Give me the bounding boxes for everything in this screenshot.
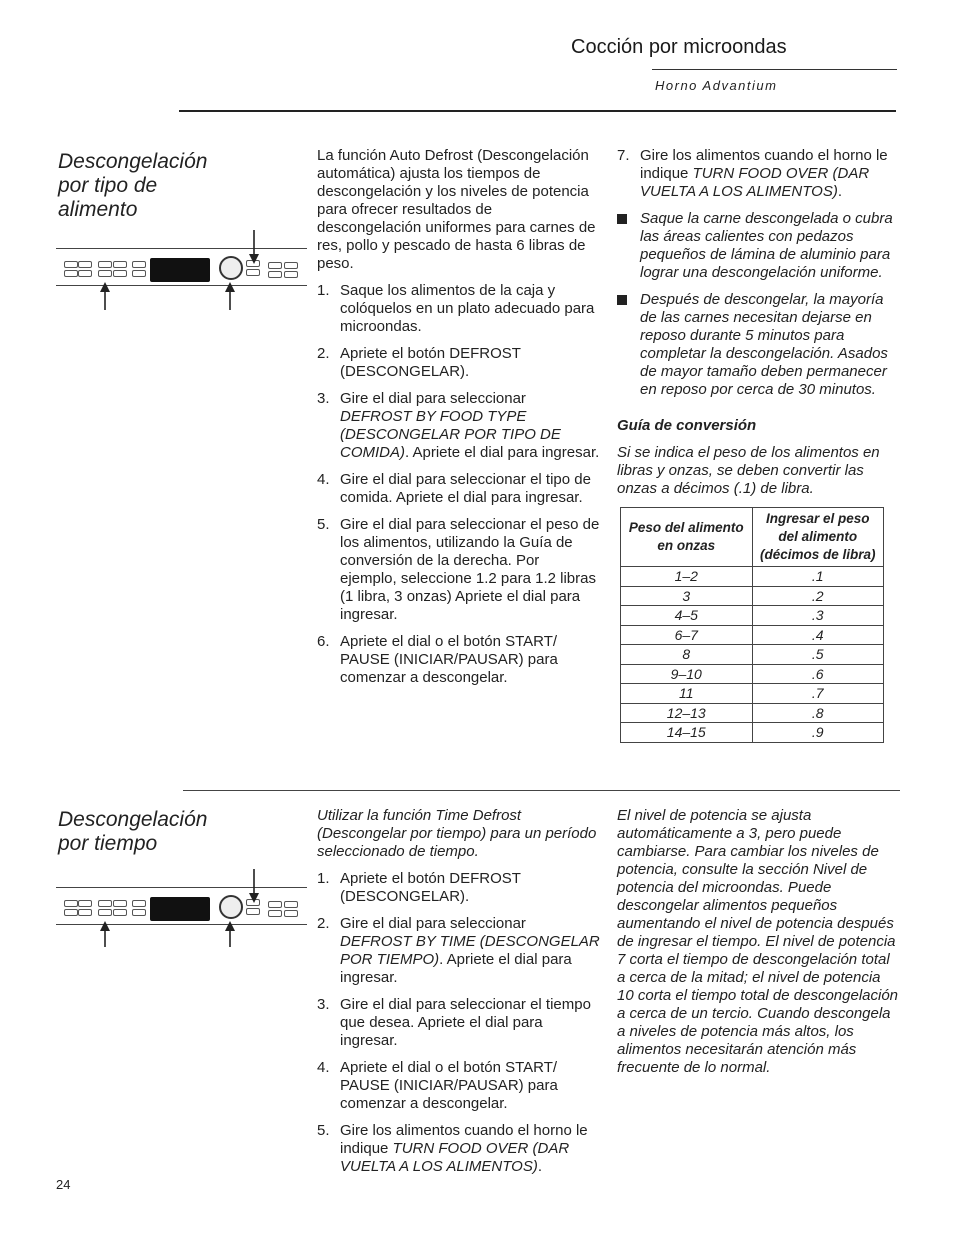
step-item <box>317 516 600 624</box>
step-text: . <box>537 1158 542 1175</box>
table-row <box>621 645 884 665</box>
table-cell: .6 <box>752 664 884 684</box>
conversion-guide-heading: Guía de conversión <box>617 417 757 434</box>
table-cell: .4 <box>752 625 884 645</box>
intro-text: Utilizar la función Time Defrost (Descongelar por tiempo) para un período seleccionado de tiempo. <box>317 807 597 860</box>
panel-button-icon <box>284 901 298 908</box>
page-header-subtitle: Horno Advantium <box>655 78 778 93</box>
section-title-line: alimento <box>58 198 138 221</box>
steps-list <box>317 870 600 1176</box>
defrost-right-column <box>617 147 901 743</box>
bullet-item <box>617 210 901 282</box>
step-number: 3. <box>317 996 330 1013</box>
step-number: 5. <box>317 1122 330 1139</box>
conversion-table <box>620 507 884 743</box>
table-row <box>621 664 884 684</box>
bullet-text: Después de descongelar, la mayoría de las carnes necesitan dejarse en reposo durante 5 minutos para completar la descongelación. Asados de mayor tamaño deben permanecer en reposo por cerca de 30 minutos. <box>640 291 888 398</box>
panel-button-icon <box>64 900 78 907</box>
step-text: Gire el dial para seleccionar <box>340 390 526 407</box>
panel-button-icon <box>268 910 282 917</box>
table-header-row <box>621 508 884 567</box>
table-row <box>621 606 884 626</box>
step-emphasis: DEFROST BY FOOD TYPE (DESCONGELAR POR TIPO DE COMIDA) <box>340 408 561 461</box>
table-cell: 8 <box>621 645 753 665</box>
panel-button-icon <box>284 262 298 269</box>
step-number: 6. <box>317 633 330 650</box>
arrow-icon <box>100 282 110 310</box>
panel-button-icon <box>64 261 78 268</box>
step-number: 3. <box>317 390 330 407</box>
step-emphasis: DEFROST BY TIME (DESCONGELAR POR TIEMPO) <box>340 933 600 968</box>
table-cell: .9 <box>752 723 884 743</box>
step-item <box>317 390 600 462</box>
panel-button-icon <box>64 909 78 916</box>
step-number: 4. <box>317 1059 330 1076</box>
table-cell: .5 <box>752 645 884 665</box>
table-row <box>621 723 884 743</box>
step-item <box>317 471 600 507</box>
step-item <box>317 1059 600 1113</box>
table-cell: .3 <box>752 606 884 626</box>
panel-button-icon <box>268 262 282 269</box>
panel-button-icon <box>268 901 282 908</box>
step-item <box>317 1122 600 1176</box>
step-text: Apriete el botón DEFROST (DESCONGELAR). <box>340 870 521 905</box>
step-text: Gire el dial para seleccionar el peso de los alimentos, utilizando la Guía de conversión de la derecha. Por ejemplo, seleccione 1.2 para 1.2 libras (1 libra, 3 onzas) Apriete el dial para ingresar. <box>340 516 600 623</box>
panel-button-icon <box>64 270 78 277</box>
step-text: Saque los alimentos de la caja y colóquelos en un plato adecuado para microondas. <box>340 282 595 335</box>
table-cell: 12–13 <box>621 703 753 723</box>
table-header-cell: Ingresar el peso del alimento (décimos de libra) <box>752 508 884 567</box>
table-row <box>621 567 884 587</box>
table-cell: .2 <box>752 586 884 606</box>
section-title-line: Descongelación <box>58 808 208 831</box>
table-cell: 1–2 <box>621 567 753 587</box>
header-rule-short <box>652 69 897 70</box>
table-row <box>621 703 884 723</box>
step-text: Gire los alimentos cuando el horno le indique <box>340 1122 588 1157</box>
arrow-icon <box>249 230 259 264</box>
defrost-by-food-column <box>317 147 600 696</box>
step-emphasis: TURN FOOD OVER (DAR VUELTA A LOS ALIMENTOS) <box>640 165 870 200</box>
step-item <box>617 147 901 201</box>
header-rule <box>179 110 896 112</box>
panel-button-icon <box>268 271 282 278</box>
table-row <box>621 586 884 606</box>
power-level-note: El nivel de potencia se ajusta automáticamente a 3, pero puede cambiarse. Para cambiar los niveles de potencia, consulte la sección Nivel de potencia del microondas. Puede descongelar alimentos pequeños aumentando el nivel de potencia después de ingresar el tiempo. El nivel de potencia 7 corta el tiempo de descongelación total a cerca de la mitad; el nivel de potencia 10 corta el tiempo total de descongelación a cerca de un tercio. Cuando descongela a niveles de potencia más altos, los alimentos necesitarán atención más frecuente de lo normal. <box>617 807 899 1076</box>
arrow-icon <box>225 921 235 947</box>
step-number: 5. <box>317 516 330 533</box>
page-header-title: Cocción por microondas <box>571 36 787 58</box>
arrow-icon <box>249 869 259 903</box>
arrow-icon <box>100 921 110 947</box>
section-title-line: por tipo de <box>58 174 158 197</box>
step-item <box>317 345 600 381</box>
square-bullet-icon <box>617 214 627 224</box>
defrost-by-time-column <box>317 807 600 1185</box>
table-header-cell: Peso del alimento en onzas <box>621 508 753 567</box>
step-emphasis: TURN FOOD OVER (DAR VUELTA A LOS ALIMENTOS) <box>340 1140 570 1175</box>
arrow-icon <box>225 282 235 310</box>
step-item <box>317 633 600 687</box>
table-cell: .1 <box>752 567 884 587</box>
step-text: Gire el dial para seleccionar el tipo de comida. Apriete el dial para ingresar. <box>340 471 591 506</box>
step-text: Gire los alimentos cuando el horno le indique <box>640 147 888 182</box>
section-divider <box>183 790 900 791</box>
step-item <box>317 870 600 906</box>
step-item <box>317 996 600 1050</box>
step-text: Gire el dial para seleccionar <box>340 915 526 932</box>
step-text: . Apriete el dial para ingresar. <box>340 951 572 986</box>
step-number: 1. <box>317 870 330 887</box>
table-cell: 14–15 <box>621 723 753 743</box>
step-text: . Apriete el dial para ingresar. <box>405 444 600 461</box>
panel-button-icon <box>284 271 298 278</box>
table-cell: 4–5 <box>621 606 753 626</box>
step-number: 4. <box>317 471 330 488</box>
step-number: 2. <box>317 915 330 932</box>
bullet-text: Saque la carne descongelada o cubra las áreas calientes con pedazos pequeños de lámina de aluminio para lograr una descongelación uniforme. <box>640 210 893 281</box>
page-number: 24 <box>56 1177 71 1192</box>
intro-text: La función Auto Defrost (Descongelación automática) ajusta los tiempos de descongelación y los niveles de potencia para ofrecer resultados de descongelación uniformes para carnes de res, pollo y pescado de hasta 6 libras de peso. <box>317 147 596 272</box>
panel-arrows <box>90 228 270 312</box>
table-cell: .8 <box>752 703 884 723</box>
section-title-line: por tiempo <box>58 832 158 855</box>
table-cell: .7 <box>752 684 884 704</box>
steps-list-continued <box>617 147 901 201</box>
panel-arrows <box>90 867 270 951</box>
table-row <box>621 684 884 704</box>
table-cell: 6–7 <box>621 625 753 645</box>
steps-list <box>317 282 600 687</box>
step-text: . <box>837 183 842 200</box>
table-cell: 9–10 <box>621 664 753 684</box>
conversion-guide-text: Si se indica el peso de los alimentos en libras y onzas, se deben convertir las onzas a décimos (.1) de libra. <box>617 444 880 497</box>
bullet-item <box>617 291 901 399</box>
step-number: 2. <box>317 345 330 362</box>
section-title-defrost-by-time <box>58 808 207 856</box>
step-text: Apriete el dial o el botón START/ PAUSE (INICIAR/PAUSAR) para comenzar a descongelar. <box>340 1059 558 1112</box>
table-row <box>621 625 884 645</box>
step-text: Apriete el botón DEFROST (DESCONGELAR). <box>340 345 521 380</box>
step-item <box>317 282 600 336</box>
table-cell: 3 <box>621 586 753 606</box>
panel-button-icon <box>284 910 298 917</box>
table-cell: 11 <box>621 684 753 704</box>
section-title-defrost-by-food <box>58 150 207 222</box>
step-text: Apriete el dial o el botón START/ PAUSE (INICIAR/PAUSAR) para comenzar a descongelar. <box>340 633 558 686</box>
step-number: 7. <box>617 147 630 164</box>
step-item <box>317 915 600 987</box>
square-bullet-icon <box>617 295 627 305</box>
step-text: Gire el dial para seleccionar el tiempo que desea. Apriete el dial para ingresar. <box>340 996 591 1049</box>
step-number: 1. <box>317 282 330 299</box>
section-title-line: Descongelación <box>58 150 208 173</box>
